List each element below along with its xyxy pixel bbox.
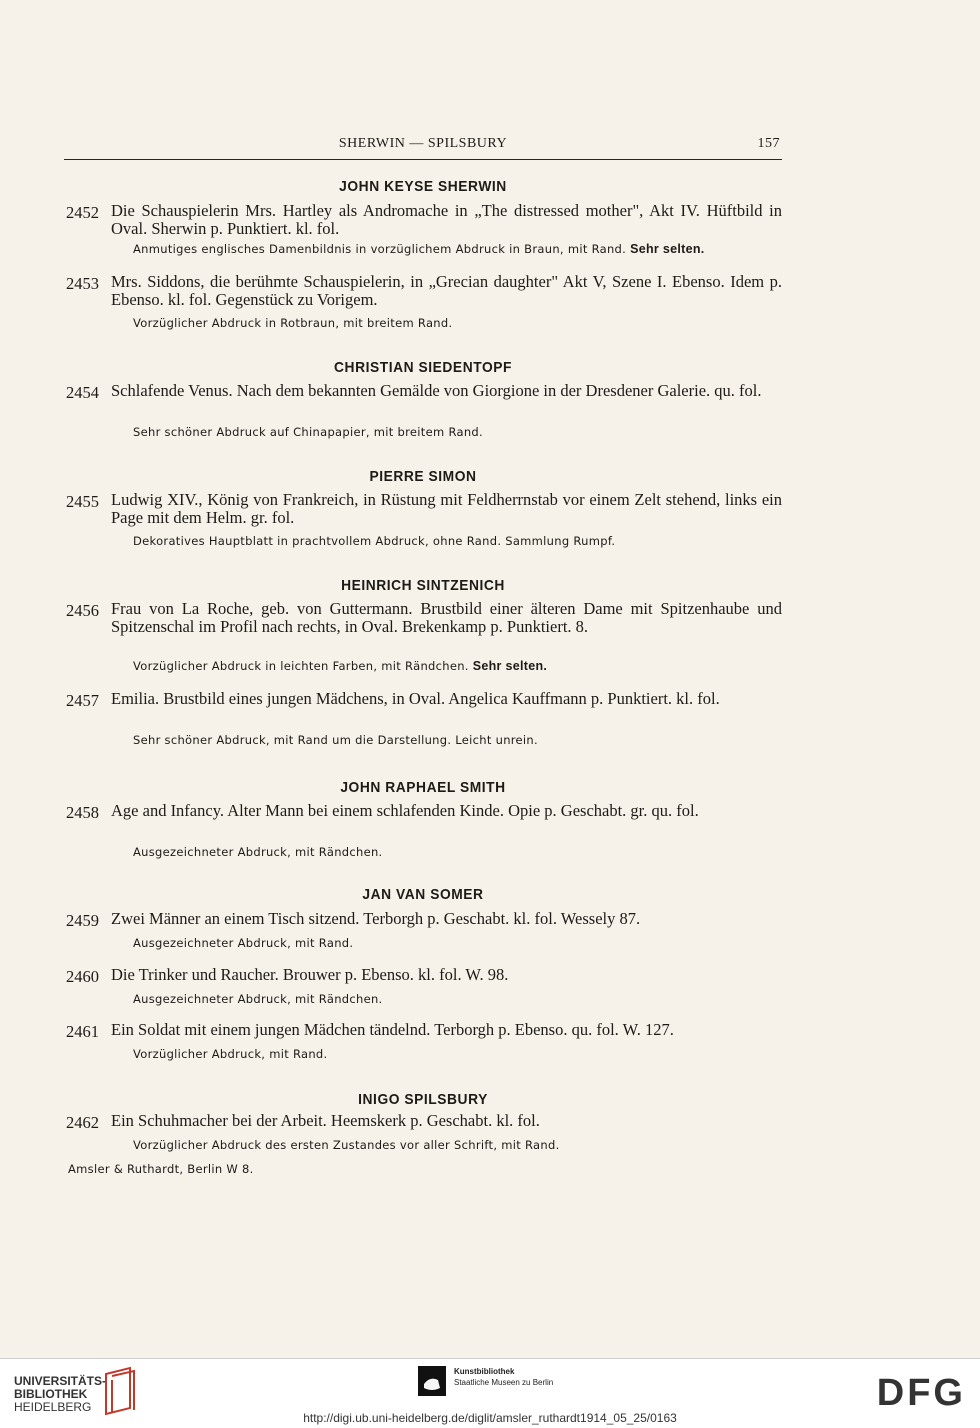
lot-note (133, 992, 783, 1006)
lot-note (133, 534, 783, 548)
catalog-entry (66, 600, 782, 635)
lot-note-text: Sehr schöner Abdruck, mit Rand um die Darstellung. Leicht unrein. (133, 733, 538, 747)
catalog-entry (66, 202, 782, 237)
lot-note (133, 733, 783, 747)
lot-description: Die Schauspielerin Mrs. Hartley als Andromache in „The distressed mother", Akt IV. Hüftbild in Oval. Sherwin p. Punktiert. kl. fol. (111, 201, 782, 238)
lot-note (133, 425, 783, 439)
section-heading: CHRISTIAN SIEDENTOPF (334, 359, 512, 376)
lot-number: 2452 (66, 203, 99, 222)
lot-number: 2457 (66, 691, 99, 710)
lot-note-text: Vorzüglicher Abdruck des ersten Zustandes vor aller Schrift, mit Rand. (133, 1138, 560, 1152)
digitization-footer (0, 1358, 980, 1428)
catalog-entry (66, 1021, 782, 1039)
lot-number: 2461 (66, 1022, 99, 1041)
lot-note-text: Ausgezeichneter Abdruck, mit Rändchen. (133, 845, 383, 859)
catalog-entry (66, 382, 782, 400)
section-heading: INIGO SPILSBURY (358, 1091, 488, 1108)
catalog-entry (66, 1112, 782, 1130)
permalink-url[interactable]: http://digi.ub.uni-heidelberg.de/diglit/amsler_ruthardt1914_05_25/0163 (303, 1411, 677, 1425)
section-heading: JOHN KEYSE SHERWIN (339, 178, 507, 195)
lot-note-text: Anmutiges englisches Damenbildnis in vorzüglichem Abdruck in Braun, mit Rand. (133, 242, 627, 256)
lot-description: Ein Soldat mit einem jungen Mädchen tändelnd. Terborgh p. Ebenso. qu. fol. W. 127. (111, 1020, 674, 1039)
printer-imprint: Amsler & Ruthardt, Berlin W 8. (68, 1162, 254, 1176)
running-title: SHERWIN — SPILSBURY (338, 136, 508, 151)
dfg-logo[interactable]: DFG (876, 1372, 966, 1414)
lot-number: 2460 (66, 967, 99, 986)
lot-note-emphasis: Sehr selten. (472, 659, 548, 673)
library-name-line2: BIBLIOTHEK (14, 1387, 88, 1401)
library-name-line1: UNIVERSITÄTS- (14, 1374, 107, 1388)
section-heading: JAN VAN SOMER (362, 886, 484, 903)
lot-note (133, 659, 783, 673)
lot-description: Ein Schuhmacher bei der Arbeit. Heemskerk p. Geschabt. kl. fol. (111, 1111, 540, 1130)
lot-number: 2462 (66, 1113, 99, 1132)
lot-description: Ludwig XIV., König von Frankreich, in Rüstung mit Feldherrnstab vor einem Zelt stehend, links ein Page mit dem Helm. gr. fol. (111, 490, 782, 527)
lot-note-emphasis: Sehr selten. (630, 242, 705, 256)
lot-note-text: Ausgezeichneter Abdruck, mit Rand. (133, 936, 354, 950)
kunstbibliothek-line2: Staatliche Museen zu Berlin (454, 1378, 554, 1387)
lot-note-text: Sehr schöner Abdruck auf Chinapapier, mit breitem Rand. (133, 425, 483, 439)
lot-note (133, 1047, 783, 1061)
running-header (64, 136, 782, 156)
university-library-name (14, 1375, 106, 1414)
section-heading: HEINRICH SINTZENICH (341, 577, 505, 594)
lot-number: 2458 (66, 803, 99, 822)
lot-number: 2453 (66, 274, 99, 293)
section-heading: JOHN RAPHAEL SMITH (340, 779, 506, 796)
lot-description: Schlafende Venus. Nach dem bekannten Gemälde von Giorgione in der Dresdener Galerie. qu. fol. (111, 381, 762, 400)
lot-note (133, 845, 783, 859)
header-rule (64, 159, 782, 160)
lot-number: 2455 (66, 492, 99, 511)
lot-description: Emilia. Brustbild eines jungen Mädchens, in Oval. Angelica Kauffmann p. Punktiert. kl. fol. (111, 689, 720, 708)
kunstbibliothek-logo[interactable] (418, 1366, 598, 1402)
kunstbibliothek-name (454, 1366, 553, 1388)
lot-description: Age and Infancy. Alter Mann bei einem schlafenden Kinde. Opie p. Geschabt. gr. qu. fol. (111, 801, 699, 820)
footer-rule (0, 1358, 980, 1359)
catalog-entry (66, 273, 782, 308)
lot-number: 2454 (66, 383, 99, 402)
lot-number: 2456 (66, 601, 99, 620)
page-number: 157 (757, 136, 780, 151)
lot-description: Zwei Männer an einem Tisch sitzend. Terborgh p. Geschabt. kl. fol. Wessely 87. (111, 909, 641, 928)
lot-note-text: Vorzüglicher Abdruck in Rotbraun, mit breitem Rand. (133, 316, 453, 330)
catalog-entry (66, 910, 782, 928)
lot-note (133, 242, 783, 256)
lot-description: Die Trinker und Raucher. Brouwer p. Ebenso. kl. fol. W. 98. (111, 965, 509, 984)
lot-description: Mrs. Siddons, die berühmte Schauspielerin, in „Grecian daughter" Akt V, Szene I. Ebenso. Idem p. Ebenso. kl. fol. Gegenstück zu Vorigem. (111, 272, 782, 309)
catalog-entry (66, 802, 782, 820)
lot-note-text: Dekoratives Hauptblatt in prachtvollem Abdruck, ohne Rand. Sammlung Rumpf. (133, 534, 616, 548)
catalog-entry (66, 966, 782, 984)
kunstbibliothek-line1: Kunstbibliothek (454, 1367, 515, 1376)
lot-description: Frau von La Roche, geb. von Guttermann. Brustbild einer älteren Dame mit Spitzenhaube und Spitzenschal im Profil nach rechts, in Oval. Brekenkamp p. Punktiert. 8. (111, 599, 782, 636)
lot-note (133, 1138, 783, 1152)
kunstbibliothek-emblem-icon (418, 1366, 446, 1396)
catalog-entry (66, 690, 782, 708)
library-emblem-icon (100, 1366, 140, 1416)
section-heading: PIERRE SIMON (369, 468, 477, 485)
lot-note-text: Ausgezeichneter Abdruck, mit Rändchen. (133, 992, 383, 1006)
lot-note (133, 316, 783, 330)
lot-note-text: Vorzüglicher Abdruck, mit Rand. (133, 1047, 328, 1061)
catalog-entry (66, 491, 782, 526)
lot-note (133, 936, 783, 950)
library-name-line3: HEIDELBERG (14, 1400, 92, 1414)
lot-note-text: Vorzüglicher Abdruck in leichten Farben, mit Rändchen. (133, 659, 469, 673)
lot-number: 2459 (66, 911, 99, 930)
